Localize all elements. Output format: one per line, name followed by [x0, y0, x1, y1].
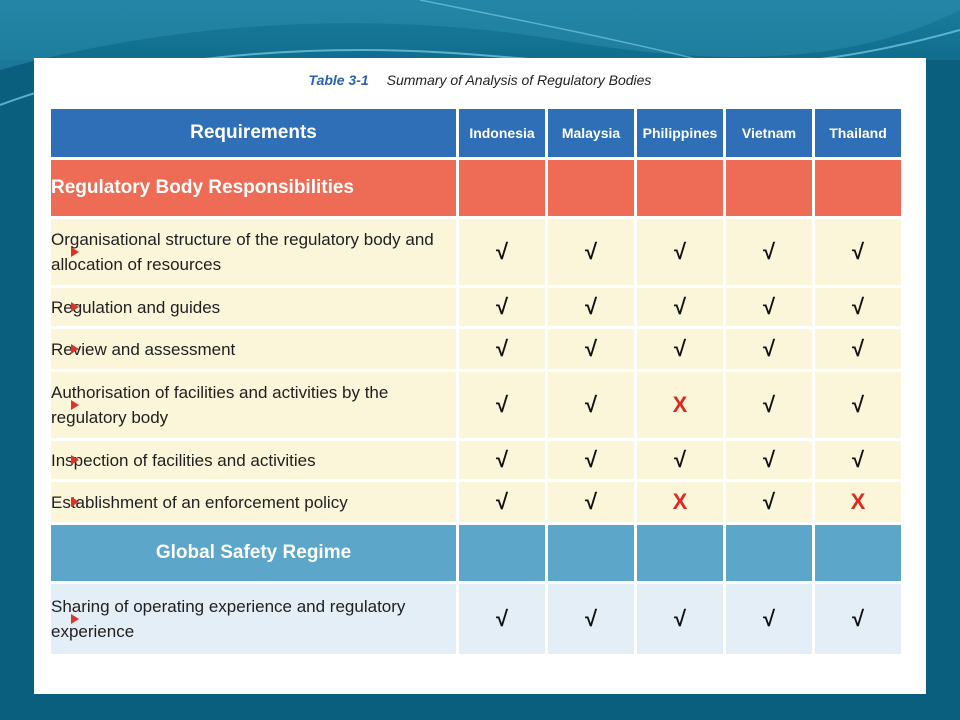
section-title: Global Safety Regime [51, 525, 456, 581]
row-label: Sharing of operating experience and regulatory experience [51, 597, 406, 641]
mark-cell: √ [548, 584, 634, 654]
mark-cell: √ [815, 584, 901, 654]
mark-cell: √ [637, 288, 723, 326]
section-cell [637, 525, 723, 581]
row-label-cell [51, 584, 456, 654]
section-cell [459, 160, 545, 216]
mark-cell: √ [459, 372, 545, 438]
mark-cell: √ [726, 288, 812, 326]
mark-cell: √ [726, 329, 812, 369]
table-row [51, 329, 901, 369]
header-country-thailand: Thailand [815, 109, 901, 157]
mark-cell: √ [459, 219, 545, 285]
section-cell [815, 160, 901, 216]
mark-cell: √ [637, 441, 723, 479]
bullet-arrow-icon [71, 497, 79, 507]
section-cell [548, 525, 634, 581]
regulatory-table [48, 106, 904, 657]
row-label-cell [51, 482, 456, 522]
mark-cell: √ [815, 288, 901, 326]
mark-cell: X [637, 372, 723, 438]
mark-cell: √ [459, 584, 545, 654]
row-label: Review and assessment [51, 339, 236, 359]
row-label-cell [51, 441, 456, 479]
bullet-arrow-icon [71, 614, 79, 624]
header-country-vietnam: Vietnam [726, 109, 812, 157]
mark-cell: √ [726, 372, 812, 438]
mark-cell: √ [815, 329, 901, 369]
bullet-arrow-icon [71, 302, 79, 312]
mark-cell: √ [726, 219, 812, 285]
mark-cell: √ [548, 482, 634, 522]
bullet-arrow-icon [71, 400, 79, 410]
row-label: Establishment of an enforcement policy [51, 492, 348, 512]
row-label-cell [51, 372, 456, 438]
row-label-cell [51, 219, 456, 285]
table-row [51, 584, 901, 654]
section-cell [637, 160, 723, 216]
section-header-row [51, 525, 901, 581]
table-row [51, 441, 901, 479]
bullet-arrow-icon [71, 344, 79, 354]
row-label-cell [51, 288, 456, 326]
mark-cell: √ [548, 219, 634, 285]
table-row [51, 372, 901, 438]
mark-cell: √ [815, 441, 901, 479]
header-requirements: Requirements [51, 109, 456, 157]
mark-cell: √ [459, 329, 545, 369]
mark-cell: X [815, 482, 901, 522]
table-row [51, 288, 901, 326]
section-cell [459, 525, 545, 581]
mark-cell: √ [637, 584, 723, 654]
row-label: Inspection of facilities and activities [51, 450, 316, 470]
mark-cell: X [637, 482, 723, 522]
header-country-indonesia: Indonesia [459, 109, 545, 157]
section-cell [548, 160, 634, 216]
mark-cell: √ [548, 372, 634, 438]
header-country-malaysia: Malaysia [548, 109, 634, 157]
section-cell [726, 160, 812, 216]
bullet-arrow-icon [71, 455, 79, 465]
section-title: Regulatory Body Responsibilities [51, 160, 456, 216]
mark-cell: √ [459, 441, 545, 479]
bullet-arrow-icon [71, 247, 79, 257]
mark-cell: √ [726, 441, 812, 479]
mark-cell: √ [637, 329, 723, 369]
mark-cell: √ [459, 288, 545, 326]
table-row [51, 482, 901, 522]
row-label: Organisational structure of the regulatory body and allocation of resources [51, 230, 434, 274]
section-header-row [51, 160, 901, 216]
table-row [51, 219, 901, 285]
row-label: Authorisation of facilities and activities by the regulatory body [51, 383, 389, 427]
mark-cell: √ [726, 482, 812, 522]
mark-cell: √ [548, 329, 634, 369]
mark-cell: √ [726, 584, 812, 654]
mark-cell: √ [548, 288, 634, 326]
mark-cell: √ [459, 482, 545, 522]
mark-cell: √ [815, 219, 901, 285]
row-label: Regulation and guides [51, 297, 221, 317]
row-label-cell [51, 329, 456, 369]
table-title: Summary of Analysis of Regulatory Bodies [386, 72, 652, 88]
header-row [51, 109, 901, 157]
table-number: Table 3-1 [308, 72, 369, 88]
section-cell [726, 525, 812, 581]
mark-cell: √ [815, 372, 901, 438]
section-cell [815, 525, 901, 581]
table-caption [34, 72, 926, 88]
mark-cell: √ [548, 441, 634, 479]
header-country-philippines: Philippines [637, 109, 723, 157]
slide-content [34, 58, 926, 694]
mark-cell: √ [637, 219, 723, 285]
